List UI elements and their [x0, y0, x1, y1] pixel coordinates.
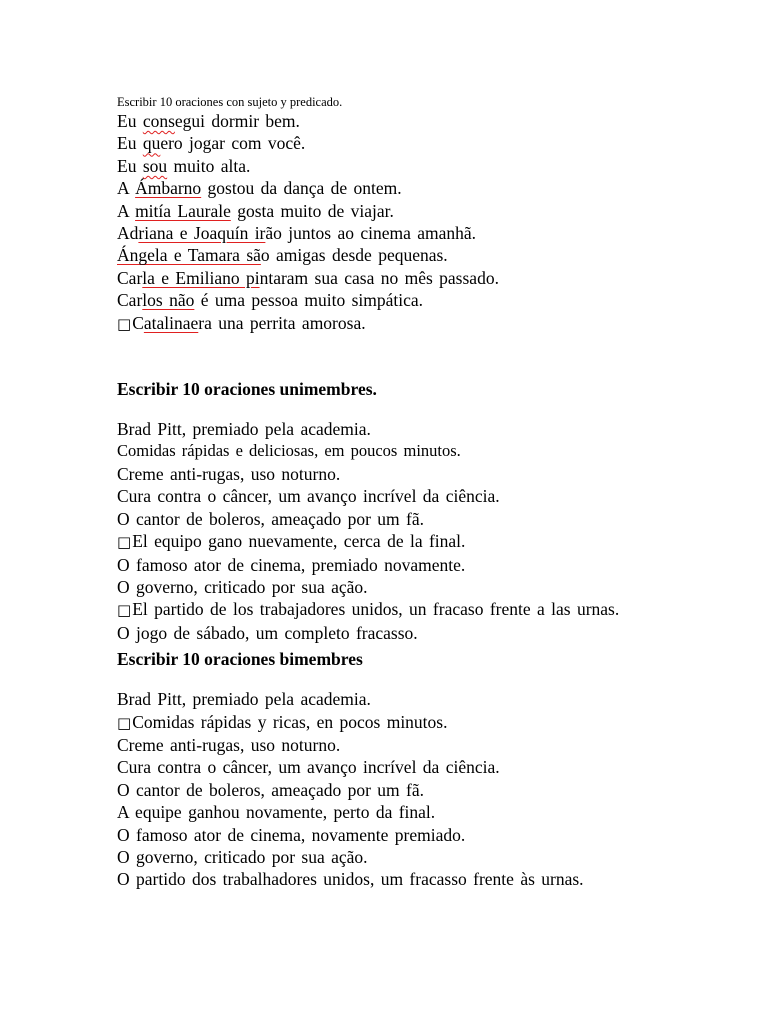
- spellcheck-underline: mitía Laurale: [135, 200, 231, 221]
- sentence-line: Creme anti-rugas, uso noturno.: [117, 463, 341, 484]
- spellcheck-underline: sou: [142, 155, 168, 176]
- section-bimembres: [117, 648, 677, 891]
- sentence-line: A mitía Laurale gosta muito de viajar.: [117, 200, 394, 221]
- sentence-line: Eu consegui dormir bem.: [117, 111, 300, 131]
- sentence-line: Carlos não é uma pessoa muito simpática.: [117, 290, 424, 311]
- sentence-text: Comidas rápidas y ricas, en pocos minutos.: [132, 711, 448, 732]
- sentence-line: Eu sou muito alta.: [117, 155, 251, 176]
- sentence-line: Eu quero jogar com você.: [117, 133, 306, 154]
- sentence-text: Catalinaera una perrita amorosa.: [132, 312, 366, 333]
- sentence-line: Carla e Emiliano pintaram sua casa no mês passado.: [117, 267, 499, 288]
- sentence-line: [117, 312, 677, 335]
- spellcheck-underline: cons: [142, 111, 175, 131]
- sentence-line: O governo, criticado por sua ação.: [117, 576, 368, 597]
- sentence-line: Brad Pitt, premiado pela academia.: [117, 419, 371, 440]
- spellcheck-underline: la e Emiliano pi: [142, 267, 260, 288]
- sentence-line: Adriana e Joaquín irão juntos ao cinema amanhã.: [117, 223, 477, 244]
- spellcheck-underline: los não: [142, 290, 195, 311]
- sentence-line: Comidas rápidas e deliciosas, em poucos minutos.: [117, 441, 461, 461]
- missing-glyph-icon: □: [117, 713, 132, 732]
- sentence-line: A equipe ganhou novamente, perto da final.: [117, 802, 436, 823]
- spellcheck-underline: atalinae: [143, 312, 199, 333]
- sentence-line: O cantor de boleros, ameaçado por um fã.: [117, 779, 425, 800]
- section-subject-predicate: [117, 110, 677, 335]
- sentence-line: O jogo de sábado, um completo fracasso.: [117, 622, 418, 643]
- section-heading: Escribir 10 oraciones bimembres: [117, 649, 363, 670]
- section-heading: Escribir 10 oraciones unimembres.: [117, 379, 377, 400]
- instruction-note: Escribir 10 oraciones con sujeto y predicado.: [117, 95, 343, 109]
- missing-glyph-icon: □: [117, 533, 132, 552]
- sentence-line: Creme anti-rugas, uso noturno.: [117, 734, 341, 755]
- missing-glyph-icon: □: [117, 314, 132, 333]
- sentence-line: Brad Pitt, premiado pela academia.: [117, 689, 371, 710]
- sentence-line: O famoso ator de cinema, premiado novamente.: [117, 554, 466, 575]
- section-unimembres: [117, 378, 677, 644]
- sentence-line: A Ámbarno gostou da dança de ontem.: [117, 178, 402, 199]
- spellcheck-underline: Ámbarno: [135, 178, 202, 199]
- missing-glyph-icon: □: [117, 601, 132, 620]
- sentence-line: [117, 530, 677, 553]
- sentence-line: O partido dos trabalhadores unidos, um fracasso frente às urnas.: [117, 869, 584, 890]
- sentence-line: [117, 598, 673, 621]
- sentence-line: O cantor de boleros, ameaçado por um fã.: [117, 508, 425, 529]
- spellcheck-underline: qu: [142, 133, 161, 154]
- spellcheck-underline: Ángela e Tamara sã: [117, 245, 261, 266]
- sentence-line: Ángela e Tamara são amigas desde pequenas.: [117, 245, 448, 266]
- sentence-text: El partido de los trabajadores unidos, un fracaso frente a las urnas.: [132, 599, 620, 620]
- sentence-line: [117, 711, 677, 734]
- sentence-text: El equipo gano nuevamente, cerca de la final.: [132, 531, 466, 552]
- document-body: [117, 94, 677, 891]
- sentence-line: O governo, criticado por sua ação.: [117, 846, 368, 867]
- sentence-line: Cura contra o câncer, um avanço incrível da ciência.: [117, 757, 500, 778]
- spellcheck-underline: riana e Joaquín ir: [138, 223, 266, 244]
- sentence-line: O famoso ator de cinema, novamente premiado.: [117, 824, 466, 845]
- sentence-line: Cura contra o câncer, um avanço incrível da ciência.: [117, 486, 500, 507]
